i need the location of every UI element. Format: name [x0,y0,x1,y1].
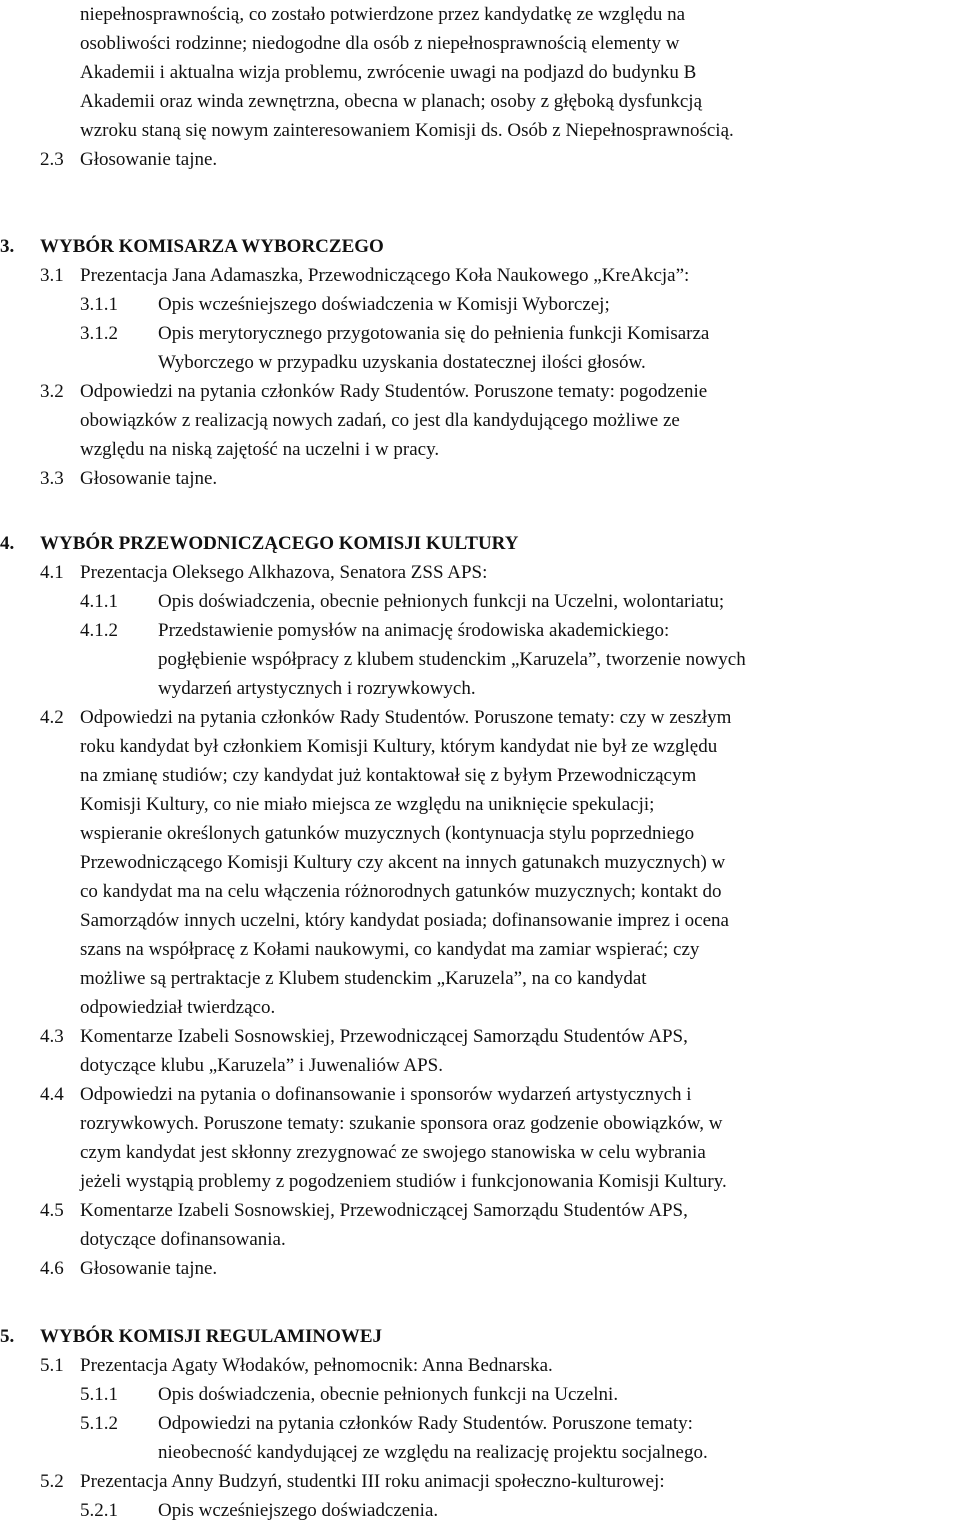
subitem-text: nieobecność kandydującej ze względu na realizację projektu socjalnego. [158,1442,708,1463]
item-text: Głosowanie tajne. [80,1258,218,1279]
subitem-number: 5.1.2 [80,1413,118,1434]
item-text: Komentarze Izabeli Sosnowskiej, Przewodniczącej Samorządu Studentów APS, [80,1026,688,1047]
subitem-text: Opis doświadczenia, obecnie pełnionych funkcji na Uczelni. [158,1384,619,1405]
item-text: Głosowanie tajne. [80,468,218,489]
item-text: odpowiedział twierdząco. [80,997,276,1018]
item-text: czym kandydat jest skłonny zrezygnować ze swojego stanowiska w celu wybrania [80,1142,706,1163]
item-text: co kandydat ma na celu włączenia różnorodnych gatunków muzycznych; kontakt do [80,881,722,902]
item-text: dotyczące klubu „Karuzela” i Juwenaliów APS. [80,1055,443,1076]
subitem-number: 5.1.1 [80,1384,118,1405]
text-line: Akademii i aktualna wizja problemu, zwrócenie uwagi na podjazd do budynku B [80,62,697,83]
item-number: 3.2 [40,381,64,402]
item-number: 5.1 [40,1355,64,1376]
item-number: 4.1 [40,562,64,583]
item-number: 3.3 [40,468,64,489]
subitem-text: Odpowiedzi na pytania członków Rady Studentów. Poruszone tematy: [158,1413,693,1434]
item-text: wspieranie określonych gatunków muzycznych (kontynuacja stylu poprzedniego [80,823,695,844]
subitem-text: pogłębienie współpracy z klubem studenckim „Karuzela”, tworzenie nowych [158,649,746,670]
item-text: Komisji Kultury, co nie miało miejsca ze względu na uniknięcie spekulacji; [80,794,655,815]
text-line: Akademii oraz winda zewnętrzna, obecna w planach; osoby z głęboką dysfunkcją [80,91,703,112]
item-text: Przewodniczącego Komisji Kultury czy akcent na innych gatunakch muzycznych) w [80,852,726,873]
subitem-text: Opis wcześniejszego doświadczenia. [158,1500,439,1521]
item-text: Prezentacja Oleksego Alkhazova, Senatora ZSS APS: [80,562,488,583]
text-line: osobliwości rodzinne; niedogodne dla osób z niepełnosprawnością elementy w [80,33,680,54]
item-number: 4.5 [40,1200,64,1221]
item-text: Samorządów innych uczelni, który kandydat posiada; dofinansowanie imprez i ocena [80,910,729,931]
subitem-number: 3.1.1 [80,294,118,315]
text-line: niepełnosprawnością, co zostało potwierdzone przez kandydatkę ze względu na [80,4,686,25]
item-text: Odpowiedzi na pytania członków Rady Studentów. Poruszone tematy: czy w zeszłym [80,707,732,728]
item-number: 4.3 [40,1026,64,1047]
item-text: względu na niską zajętość na uczelni i w pracy. [80,439,440,460]
item-text: jeżeli wystąpią problemy z pogodzeniem studiów i funkcjonowania Komisji Kultury. [80,1171,727,1192]
item-text: roku kandydat był członkiem Komisji Kultury, którym kandydat nie był ze względu [80,736,718,757]
subitem-number: 4.1.2 [80,620,118,641]
item-text: Odpowiedzi na pytania o dofinansowanie i sponsorów wydarzeń artystycznych i [80,1084,692,1105]
section-heading: WYBÓR KOMISARZA WYBORCZEGO [40,236,384,257]
item-number: 4.4 [40,1084,64,1105]
item-text: Odpowiedzi na pytania członków Rady Studentów. Poruszone tematy: pogodzenie [80,381,708,402]
item-text: Prezentacja Anny Budzyń, studentki III roku animacji społeczno-kulturowej: [80,1471,665,1492]
item-text: Głosowanie tajne. [80,149,218,170]
item-text: Komentarze Izabeli Sosnowskiej, Przewodniczącej Samorządu Studentów APS, [80,1200,688,1221]
item-number: 4.2 [40,707,64,728]
item-number: 5.2 [40,1471,64,1492]
text-line: wzroku staną się nowym zainteresowaniem Komisji ds. Osób z Niepełnosprawnością. [80,120,734,141]
item-text: Prezentacja Agaty Włodaków, pełnomocnik: Anna Bednarska. [80,1355,553,1376]
subitem-text: Przedstawienie pomysłów na animację środowiska akademickiego: [158,620,670,641]
subitem-number: 4.1.1 [80,591,118,612]
item-text: Prezentacja Jana Adamaszka, Przewodniczącego Koła Naukowego „KreAkcja”: [80,265,690,286]
subitem-text: Wyborczego w przypadku uzyskania dostatecznej ilości głosów. [158,352,646,373]
section-heading: WYBÓR PRZEWODNICZĄCEGO KOMISJI KULTURY [40,533,519,554]
section-heading: WYBÓR KOMISJI REGULAMINOWEJ [40,1326,383,1347]
item-number: 2.3 [40,149,64,170]
section-number: 3. [0,236,15,257]
section-number: 4. [0,533,15,554]
subitem-text: Opis wcześniejszego doświadczenia w Komisji Wyborczej; [158,294,610,315]
item-text: szans na współpracę z Kołami naukowymi, co kandydat ma zamiar wspierać; czy [80,939,700,960]
subitem-text: Opis merytorycznego przygotowania się do pełnienia funkcji Komisarza [158,323,710,344]
item-text: obowiązków z realizacją nowych zadań, co jest dla kandydującego możliwe ze [80,410,680,431]
item-text: dotyczące dofinansowania. [80,1229,286,1250]
item-text: możliwe są pertraktacje z Klubem studenckim „Karuzela”, na co kandydat [80,968,647,989]
section-number: 5. [0,1326,15,1347]
subitem-text: wydarzeń artystycznych i rozrywkowych. [158,678,476,699]
item-text: rozrywkowych. Poruszone tematy: szukanie sponsora oraz godzenie obowiązków, w [80,1113,723,1134]
item-number: 3.1 [40,265,64,286]
subitem-number: 3.1.2 [80,323,118,344]
subitem-text: Opis doświadczenia, obecnie pełnionych funkcji na Uczelni, wolontariatu; [158,591,725,612]
subitem-number: 5.2.1 [80,1500,118,1521]
item-text: na zmianę studiów; czy kandydat już kontaktował się z byłym Przewodniczącym [80,765,697,786]
item-number: 4.6 [40,1258,64,1279]
